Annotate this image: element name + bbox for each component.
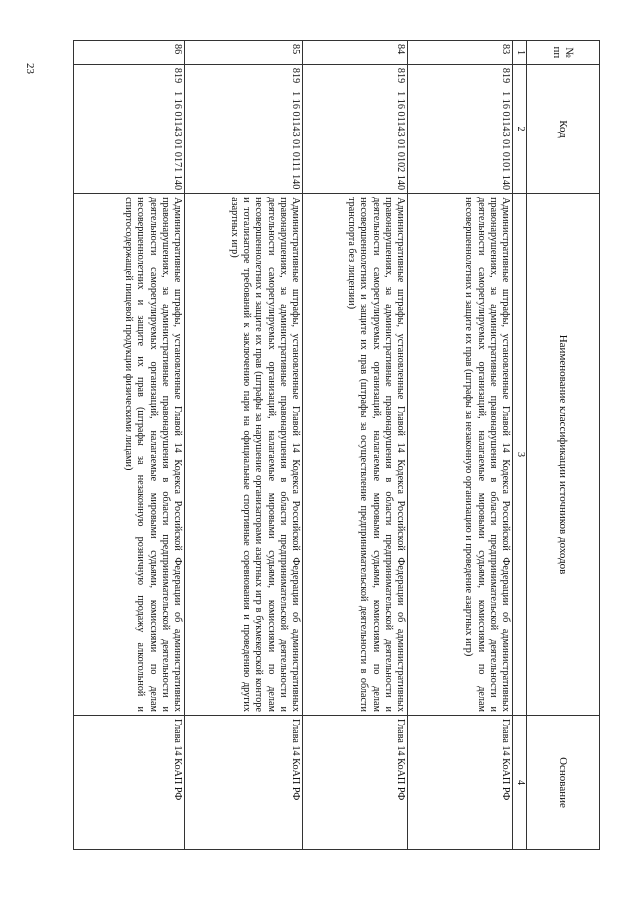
column-number: 3: [513, 194, 527, 716]
table-row: [408, 41, 513, 850]
header-name: Наименование классификации источников доходов: [527, 194, 600, 716]
header-number: № пп: [527, 41, 600, 65]
income-code: 1 16 01143 01 0102 140: [395, 91, 406, 191]
admin-code: 819: [290, 67, 301, 84]
row-basis: Глава 14 КоАП РФ: [303, 715, 408, 849]
row-name: Административные штрафы, установленные Главой 14 Кодекса Российской Федерации об административных правонарушениях, за административные правонарушения в области предпринимательской деятельности и деятельности саморегулируемых организаций, налагаемые мировыми судьями, комиссиями по делам несовершеннолетних и защите их прав (штрафы за незаконную розничную продажу алкогольной и спиртосодержащей пищевой продукции физическими лицами): [74, 194, 185, 716]
column-number: 1: [513, 41, 527, 65]
row-code: [303, 64, 408, 193]
column-number: 4: [513, 715, 527, 849]
admin-code: 819: [500, 67, 511, 84]
row-basis: Глава 14 КоАП РФ: [74, 715, 185, 849]
row-code: [408, 64, 513, 193]
row-name: Административные штрафы, установленные Главой 14 Кодекса Российской Федерации об административных правонарушениях, за административные правонарушения в области предпринимательской деятельности и деятельности саморегулируемых организаций, налагаемые мировыми судьями, комиссиями по делам несовершеннолетних и защите их прав (штрафы за осуществление предпринимательской деятельности в области транспорта без лицензии): [303, 194, 408, 716]
header-code: Код: [527, 64, 600, 193]
admin-code: 819: [172, 67, 183, 84]
income-classification-table: [73, 40, 600, 850]
row-name: Административные штрафы, установленные Главой 14 Кодекса Российской Федерации об административных правонарушениях, за административные правонарушения в области предпринимательской деятельности и деятельности саморегулируемых организаций, налагаемые мировыми судьями, комиссиями по делам несовершеннолетних и защите их прав (штрафы за незаконную организацию и проведение азартных игр): [408, 194, 513, 716]
table-row: [303, 41, 408, 850]
row-basis: Глава 14 КоАП РФ: [408, 715, 513, 849]
row-number: 86: [74, 41, 185, 65]
income-code: 1 16 01143 01 0111 140: [290, 91, 301, 190]
income-code: 1 16 01143 01 0171 140: [172, 91, 183, 191]
row-number: 83: [408, 41, 513, 65]
column-number: 2: [513, 64, 527, 193]
column-number-row: [513, 41, 527, 850]
row-basis: Глава 14 КоАП РФ: [185, 715, 303, 849]
rotated-table-container: [123, 40, 600, 850]
row-code: [185, 64, 303, 193]
row-name: Административные штрафы, установленные Главой 14 Кодекса Российской Федерации об административных правонарушениях, за административные правонарушения в области предпринимательской деятельности и деятельности саморегулируемых организаций, налагаемые мировыми судьями, комиссиями по делам несовершеннолетних и защите их прав (штрафы за нарушение организаторами азартных игр в букмекерской конторе и тотализаторе требований к заключению пари на официальные спортивные соревнования и проведению других азартных игр): [185, 194, 303, 716]
header-basis: Основание: [527, 715, 600, 849]
row-code: [74, 64, 185, 193]
admin-code: 819: [395, 67, 406, 84]
row-number: 85: [185, 41, 303, 65]
table-row: [74, 41, 185, 850]
table-header-row: [527, 41, 600, 850]
table-row: [185, 41, 303, 850]
income-code: 1 16 01143 01 0101 140: [500, 91, 511, 191]
page-number: 23: [24, 63, 36, 74]
row-number: 84: [303, 41, 408, 65]
